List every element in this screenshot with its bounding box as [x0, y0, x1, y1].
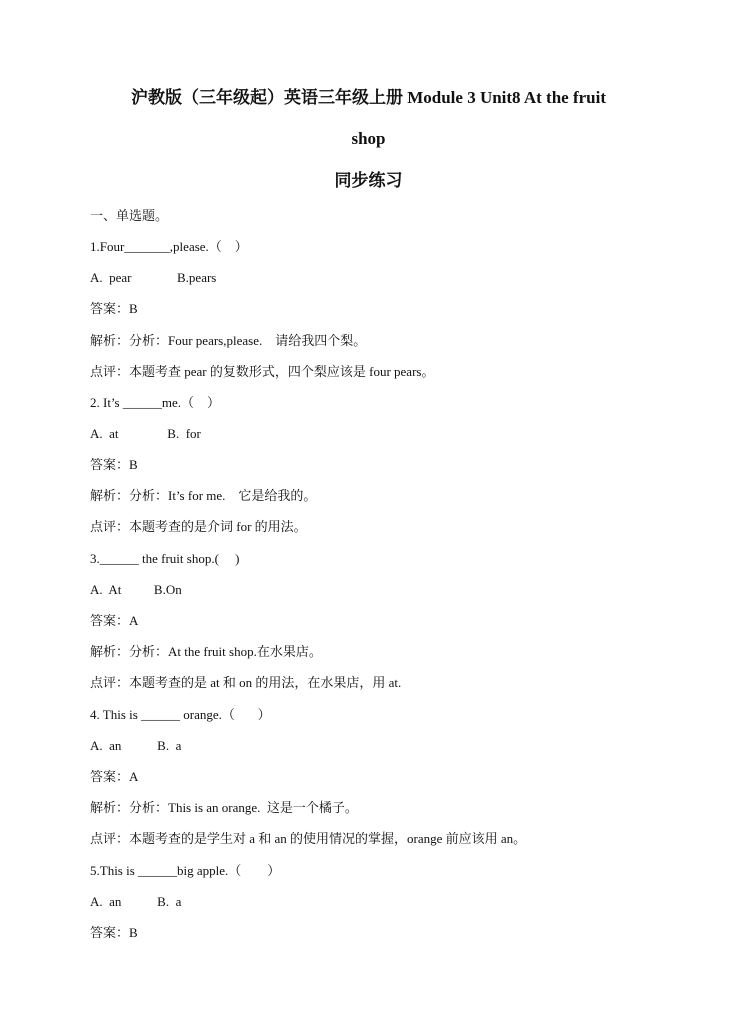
q3-comment: 点评：本题考查的是 at 和 on 的用法，在水果店，用 at. — [90, 675, 402, 690]
q5-options: A. an B. a — [90, 894, 182, 909]
q4-answer: 答案：A — [90, 769, 139, 784]
q3-answer: 答案：A — [90, 613, 139, 628]
q3-analysis: 解析：分析：At the fruit shop.在水果店。 — [90, 644, 322, 659]
q1-options: A. pear B.pears — [90, 270, 217, 285]
q2-answer: 答案：B — [90, 457, 138, 472]
q4-options: A. an B. a — [90, 738, 182, 753]
q1-question: 1.Four_______,please.（ ） — [90, 239, 248, 254]
q4-comment: 点评：本题考查的是学生对 a 和 an 的使用情况的掌握，orange 前应该用 an。 — [90, 831, 527, 846]
q3-options: A. At B.On — [90, 582, 182, 597]
section-heading: 一、单选题。 — [90, 208, 169, 223]
q4-analysis: 解析：分析：This is an orange. 这是一个橘子。 — [90, 800, 358, 815]
q2-analysis: 解析：分析：It’s for me. 它是给我的。 — [90, 488, 317, 503]
q2-question: 2. It’s ______me.（ ） — [90, 395, 220, 410]
document-title-line2: shop — [351, 129, 386, 148]
q1-answer: 答案：B — [90, 301, 138, 316]
q1-analysis: 解析：分析：Four pears,please. 请给我四个梨。 — [90, 333, 367, 348]
q1-comment: 点评：本题考查 pear 的复数形式，四个梨应该是 four pears。 — [90, 364, 435, 379]
q5-answer: 答案：B — [90, 925, 138, 940]
q2-comment: 点评：本题考查的是介词 for 的用法。 — [90, 519, 307, 534]
document-subtitle: 同步练习 — [334, 171, 403, 190]
q2-options: A. at B. for — [90, 426, 201, 441]
q3-question: 3.______ the fruit shop.( ) — [90, 551, 240, 566]
q4-question: 4. This is ______ orange.（ ） — [90, 707, 271, 722]
q5-question: 5.This is ______big apple.（ ） — [90, 863, 281, 878]
document-title-line1: 沪教版（三年级起）英语三年级上册 Module 3 Unit8 At the fruit — [130, 88, 607, 107]
